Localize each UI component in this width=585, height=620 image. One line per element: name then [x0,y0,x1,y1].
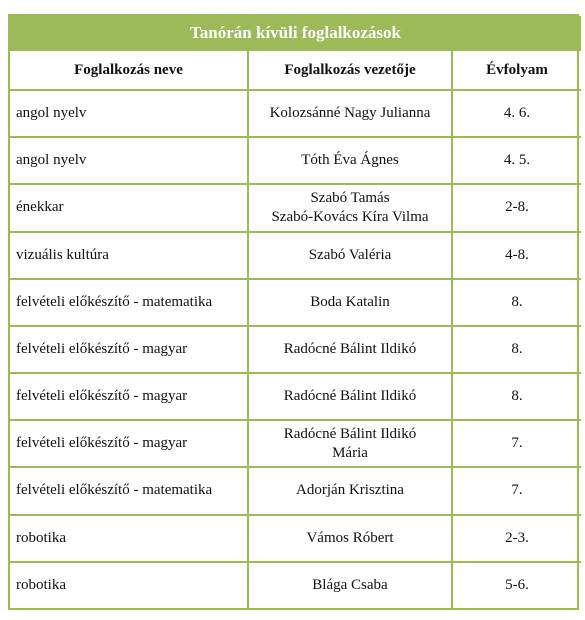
activity-name-cell: felvételi előkészítő - magyar [10,326,248,373]
activity-name-cell: felvételi előkészítő - matematika [10,279,248,326]
activity-name-cell: vizuális kultúra [10,232,248,279]
table-row [10,326,581,373]
activity-leader-cell [248,184,452,231]
activity-leader-cell [248,90,452,137]
activity-name-cell: felvételi előkészítő - matematika [10,467,248,514]
activity-name-cell: felvételi előkészítő - magyar [10,373,248,420]
activity-grade-cell: 8. [452,373,581,420]
activity-leader-cell [248,232,452,279]
table-row [10,90,581,137]
activities-table [10,16,581,608]
table-row [10,562,581,608]
activities-table-container [8,14,579,610]
activity-grade-cell: 2-8. [452,184,581,231]
activity-grade-cell: 8. [452,279,581,326]
activity-leader-cell [248,373,452,420]
leader-name-line: Szabó Valéria [308,246,392,263]
activity-name-cell: felvételi előkészítő - magyar [10,420,248,467]
table-row [10,467,581,514]
leader-name-line: Blága Csaba [312,576,388,593]
leader-name-line: Tóth Éva Ágnes [301,152,399,169]
activity-leader-cell [248,467,452,514]
table-row [10,373,581,420]
table-row [10,420,581,467]
table-row [10,184,581,231]
leader-name-line: Radócné Bálint Ildikó [283,340,417,357]
activity-grade-cell: 4-8. [452,232,581,279]
column-header-name: Foglalkozás neve [10,50,248,90]
activity-name-cell: robotika [10,515,248,562]
table-title: Tanórán kívüli foglalkozások [10,16,581,50]
activity-leader-cell [248,326,452,373]
activity-grade-cell: 8. [452,326,581,373]
activity-grade-cell: 4. 6. [452,90,581,137]
table-row [10,279,581,326]
column-header-leader: Foglalkozás vezetője [248,50,452,90]
leader-name-line: Mária [332,444,368,461]
table-row [10,232,581,279]
title-row [10,16,581,50]
activity-grade-cell: 7. [452,420,581,467]
header-row [10,50,581,90]
leader-name-line: Szabó Tamás [310,189,390,206]
leader-name-line: Adorján Krisztina [296,482,404,499]
activity-leader-cell [248,562,452,608]
leader-name-line: Kolozsánné Nagy Julianna [269,105,431,122]
activity-name-cell: angol nyelv [10,137,248,184]
activity-leader-cell [248,420,452,467]
activity-leader-cell [248,515,452,562]
activity-leader-cell [248,137,452,184]
leader-name-line: Radócné Bálint Ildikó [283,388,417,405]
table-row [10,515,581,562]
leader-name-line: Radócné Bálint Ildikó [283,425,417,442]
table-row [10,137,581,184]
leader-name-line: Szabó-Kovács Kíra Vilma [271,208,429,225]
leader-name-line: Vámos Róbert [306,529,394,546]
column-header-grade: Évfolyam [452,50,581,90]
activity-name-cell: énekkar [10,184,248,231]
activity-grade-cell: 2-3. [452,515,581,562]
activity-grade-cell: 5-6. [452,562,581,608]
activity-grade-cell: 7. [452,467,581,514]
activity-grade-cell: 4. 5. [452,137,581,184]
activity-leader-cell [248,279,452,326]
table-body [10,90,581,608]
leader-name-line: Boda Katalin [310,293,390,310]
activity-name-cell: robotika [16,576,66,593]
activity-name-cell: angol nyelv [10,90,248,137]
